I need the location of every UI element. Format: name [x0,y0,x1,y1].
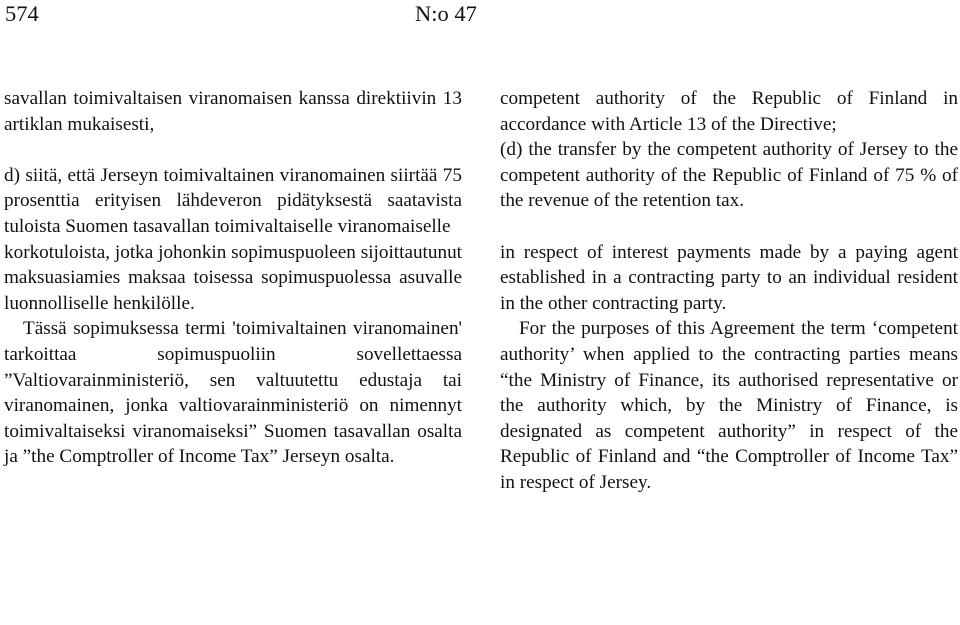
fi-paragraph-4: Tässä sopimuksessa termi 'toimivaltainen viranomainen' tarkoittaa sopimuspuoliin sovellettaessa ”Valtiovarainministeriö, sen valtuutettu edustaja tai viranomainen, jonka valtiovarainministeriö on nimennyt toimivaltaiseksi viranomaiseksi” Suomen tasavallan osalta ja ”the Comptroller of Income Tax” Jerseyn osalta. [4,318,462,468]
fi-paragraph-2: d) siitä, että Jerseyn toimivaltainen viranomainen siirtää 75 prosenttia erityisen lähdeveron pidätyksestä saatavista tuloista Suomen tasavallan toimivaltaiselle viranomaiselle [4,164,462,237]
english-text-column [500,86,958,496]
finnish-text-column [4,86,462,470]
en-paragraph-1: competent authority of the Republic of Finland in accordance with Article 13 of the Directive; [500,88,958,135]
en-paragraph-3: in respect of interest payments made by a paying agent established in a contracting party to an individual resident in the other contracting party. [500,241,958,314]
page-number: 574 [5,1,39,26]
fi-paragraph-1: savallan toimivaltaisen viranomaisen kanssa direktiivin 13 artiklan mukaisesti, [4,88,462,135]
issue-number: N:o 47 [415,1,477,26]
en-paragraph-4: For the purposes of this Agreement the term ‘competent authority’ when applied to the contracting parties means “the Ministry of Finance, its authorised representative or the authority which, by the Ministry of Finance, is designated as competent authority” in respect of the Republic of Finland and “the Comptroller of Income Tax” in respect of Jersey. [500,318,958,493]
page-header [0,0,960,40]
fi-paragraph-3: korkotuloista, jotka johonkin sopimuspuoleen sijoittautunut maksuasiamies maksaa toisessa sopimuspuolessa asuvalle luonnolliselle henkilölle. [4,241,462,314]
en-paragraph-2: (d) the transfer by the competent authority of Jersey to the competent authority of the Republic of Finland of 75 % of the revenue of the retention tax. [500,139,958,212]
